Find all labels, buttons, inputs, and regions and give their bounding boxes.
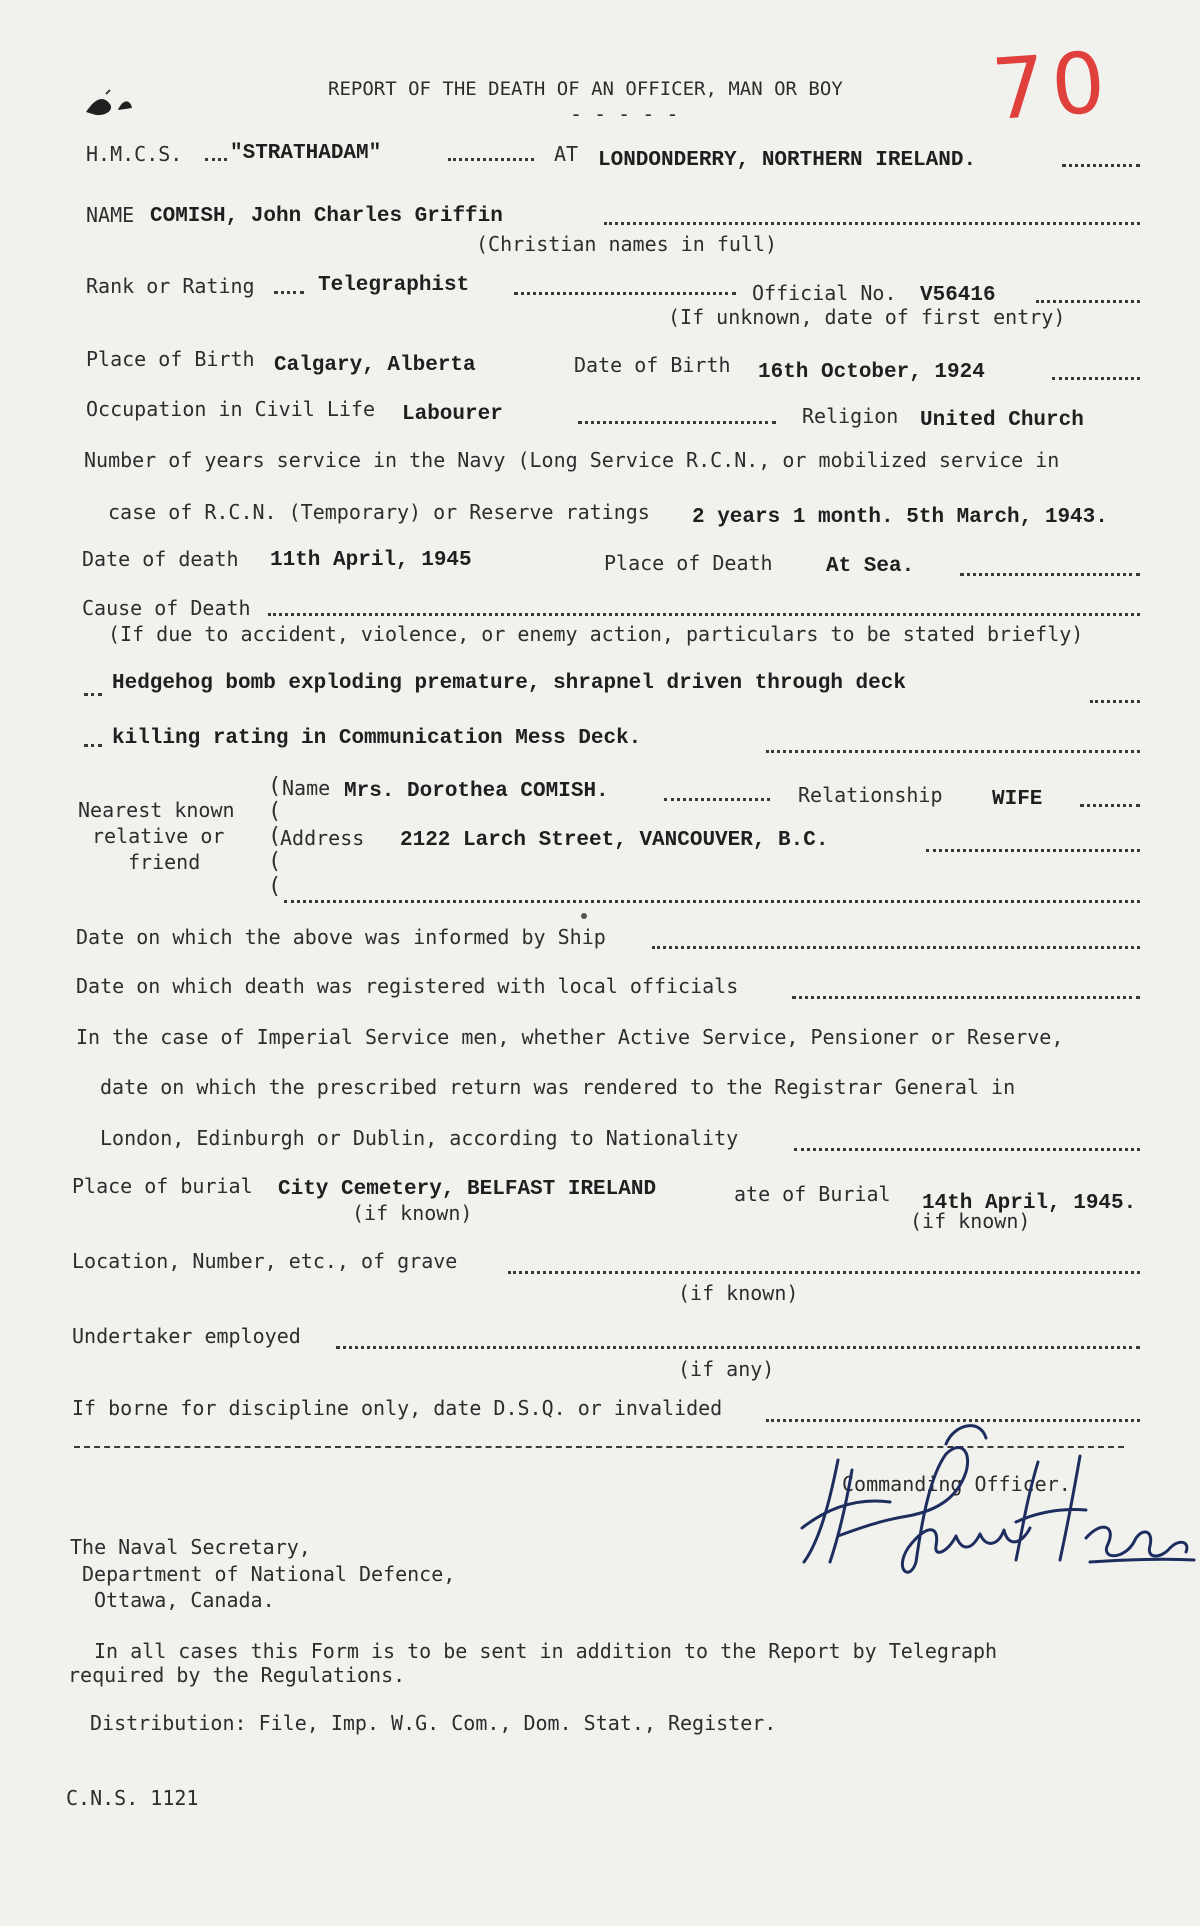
service-text-line2: case of R.C.N. (Temporary) or Reserve ratings <box>108 500 650 524</box>
service-value: 2 years 1 month. 5th March, 1943. <box>692 506 1108 529</box>
cause-line2: killing rating in Communication Mess Deck. <box>112 727 642 750</box>
discipline-label: If borne for discipline only, date D.S.Q. or invalided <box>72 1396 723 1420</box>
death-date-value: 11th April, 1945 <box>270 549 472 572</box>
name-label: NAME <box>86 203 135 227</box>
dotted-leader <box>84 693 102 696</box>
kin-name-value: Mrs. Dorothea COMISH. <box>344 780 609 803</box>
ship-name: "STRATHADAM" <box>230 142 382 165</box>
kin-side-label-3: friend <box>128 850 201 874</box>
instruction-line2: required by the Regulations. <box>68 1663 406 1687</box>
burial-date-note: (if known) <box>910 1209 1031 1233</box>
addressee-line3: Ottawa, Canada. <box>94 1588 275 1612</box>
dotted-leader <box>578 421 776 424</box>
cause-line1: Hedgehog bomb exploding premature, shrapnel driven through deck <box>112 672 906 695</box>
ink-dot-mark <box>580 912 588 920</box>
rank-note: (If unknown, date of first entry) <box>668 305 1066 329</box>
official-number-label: Official No. <box>752 281 897 305</box>
kin-address-value: 2122 Larch Street, VANCOUVER, B.C. <box>400 829 829 852</box>
dotted-leader <box>926 849 1140 852</box>
rank-value: Telegraphist <box>318 274 470 297</box>
relationship-value: WIFE <box>992 788 1043 811</box>
grave-label: Location, Number, etc., of grave <box>72 1249 458 1273</box>
imperial-text-line2: date on which the prescribed return was rendered to the Registrar General in <box>100 1075 1016 1099</box>
service-text-line1: Number of years service in the Navy (Long Service R.C.N., or mobilized service in <box>84 448 1060 472</box>
dotted-leader <box>514 292 736 295</box>
name-value: COMISH, John Charles Griffin <box>150 205 503 228</box>
dotted-leader <box>604 222 1140 225</box>
red-corner-mark: 70 <box>988 32 1115 140</box>
kin-bracket: ( ( ( ( ( <box>268 774 282 899</box>
occupation-value: Labourer <box>402 403 503 426</box>
page-title: REPORT OF THE DEATH OF AN OFFICER, MAN OR BOY <box>328 78 843 100</box>
dotted-leader <box>1036 300 1140 303</box>
title-rule: - - - - - <box>570 102 679 126</box>
kin-side-label-1: Nearest known <box>78 798 235 822</box>
undertaker-label: Undertaker employed <box>72 1324 301 1348</box>
commanding-officer-signature <box>790 1410 1200 1580</box>
dotted-leader <box>274 291 304 294</box>
burial-place-label: Place of burial <box>72 1174 253 1198</box>
burial-date-value: 14th April, 1945. <box>922 1192 1137 1215</box>
kin-address-label: Address <box>280 826 365 850</box>
at-label: AT <box>554 142 579 166</box>
burial-place-note: (if known) <box>352 1201 473 1225</box>
cause-note: (If due to accident, violence, or enemy action, particulars to be stated briefly) <box>108 622 1084 646</box>
dotted-leader <box>1090 700 1140 703</box>
religion-label: Religion <box>802 404 899 428</box>
name-note: (Christian names in full) <box>476 232 778 256</box>
dotted-leader <box>652 946 1140 949</box>
religion-value: United Church <box>920 409 1084 432</box>
dotted-leader <box>284 900 1140 903</box>
death-date-label: Date of death <box>82 547 239 571</box>
cause-label: Cause of Death <box>82 596 251 620</box>
undertaker-note: (if any) <box>678 1357 775 1381</box>
dotted-leader <box>84 744 102 747</box>
rank-label: Rank or Rating <box>86 274 255 298</box>
dotted-leader <box>1080 804 1140 807</box>
instruction-line1: In all cases this Form is to be sent in addition to the Report by Telegraph <box>94 1639 998 1663</box>
addressee-line2: Department of National Defence, <box>82 1562 456 1586</box>
commanding-officer-label: Commanding Officer. <box>842 1472 1071 1496</box>
ship-location: LONDONDERRY, NORTHERN IRELAND. <box>598 149 977 172</box>
birth-date-value: 16th October, 1924 <box>758 361 985 384</box>
birth-place-value: Calgary, Alberta <box>274 354 476 377</box>
informed-label: Date on which the above was informed by Ship <box>76 925 606 949</box>
birth-date-label: Date of Birth <box>574 353 731 377</box>
kin-side-label-2: relative or <box>92 824 225 848</box>
dotted-leader <box>336 1346 1140 1349</box>
form-number: C.N.S. 1121 <box>66 1786 199 1810</box>
imperial-text-line3: London, Edinburgh or Dublin, according to Nationality <box>100 1126 739 1150</box>
dotted-leader <box>508 1271 1140 1274</box>
dotted-leader <box>205 158 227 161</box>
distribution-text: Distribution: File, Imp. W.G. Com., Dom. Stat., Register. <box>90 1711 777 1735</box>
dotted-leader <box>960 573 1140 576</box>
occupation-label: Occupation in Civil Life <box>86 397 375 421</box>
grave-note: (if known) <box>678 1281 799 1305</box>
death-place-label: Place of Death <box>604 551 773 575</box>
dotted-leader <box>766 750 1140 753</box>
dotted-leader <box>664 798 770 801</box>
addressee-line1: The Naval Secretary, <box>70 1535 311 1559</box>
dotted-leader <box>448 158 534 161</box>
burial-place-value: City Cemetery, BELFAST IRELAND <box>278 1178 657 1201</box>
relationship-label: Relationship <box>798 783 943 807</box>
dotted-leader <box>268 613 1140 616</box>
dotted-leader <box>794 1148 1140 1151</box>
imperial-text-line1: In the case of Imperial Service men, whether Active Service, Pensioner or Reserve, <box>76 1025 1064 1049</box>
official-number-value: V56416 <box>920 284 996 307</box>
kin-name-label: Name <box>282 776 331 800</box>
burial-date-label: ate of Burial <box>734 1182 891 1206</box>
dotted-leader <box>792 996 1140 999</box>
dotted-leader <box>1062 164 1140 167</box>
ship-label: H.M.C.S. <box>86 142 183 166</box>
punch-hole-mark <box>80 82 160 122</box>
death-place-value: At Sea. <box>826 555 915 578</box>
dotted-leader <box>1052 377 1140 380</box>
registered-label: Date on which death was registered with local officials <box>76 974 739 998</box>
birth-place-label: Place of Birth <box>86 347 255 371</box>
